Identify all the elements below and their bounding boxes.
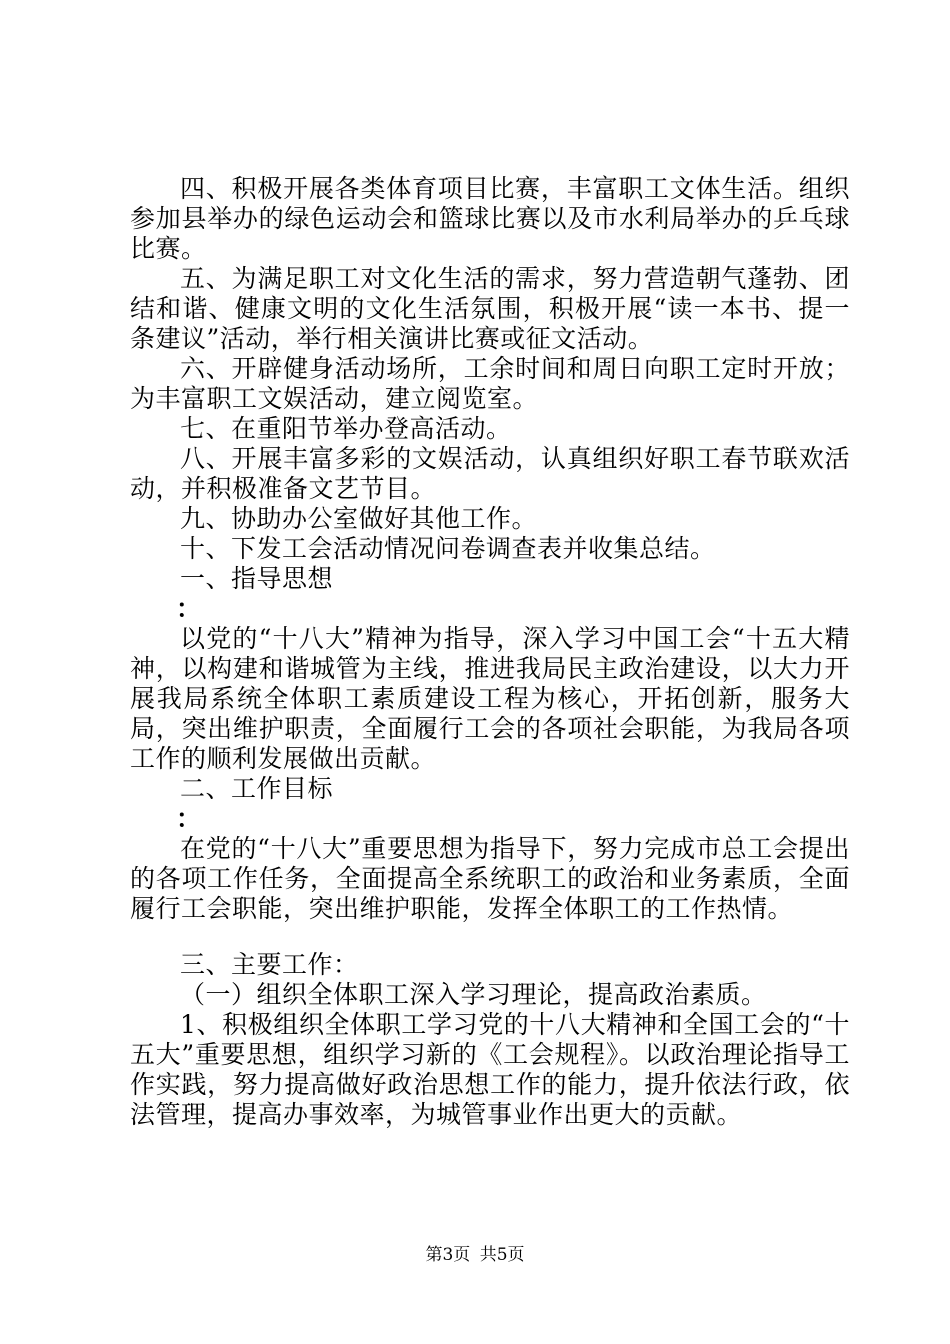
paragraph-item-6: 六、开辟健身活动场所，工余时间和周日向职工定时开放；为丰富职工文娱活动，建立阅览室。 [130, 354, 850, 413]
work-goals-paragraph: 在党的“十八大”重要思想为指导下，努力完成市总工会提出的各项工作任务，全面提高全系统职工的政治和业务素质，全面履行工会职能，突出维护职能，发挥全体职工的工作热情。 [130, 834, 850, 923]
section-colon: ： [176, 804, 202, 833]
section-heading-work-goals: 二、工作目标 [180, 774, 334, 803]
page-footer [0, 1244, 950, 1266]
paragraph-item-5: 五、为满足职工对文化生活的需求，努力营造朝气蓬勃、团结和谐、健康文明的文化生活氛围，积极开展“读一本书、提一条建议”活动，举行相关演讲比赛或征文活动。 [130, 264, 850, 353]
document-body [130, 174, 850, 1130]
subsection-heading-study-theory: （一）组织全体职工深入学习理论，提高政治素质。 [180, 980, 767, 1009]
page-number: 第3页 [425, 1245, 471, 1265]
section-colon: ： [176, 594, 202, 623]
paragraph-item-8: 八、开展丰富多彩的文娱活动，认真组织好职工春节联欢活动，并积极准备文艺节目。 [130, 444, 850, 503]
paragraph-item-4: 四、积极开展各类体育项目比赛，丰富职工文体生活。组织参加县举办的绿色运动会和篮球比赛以及市水利局举办的乒乓球比赛。 [130, 174, 850, 263]
page-total: 共5页 [479, 1245, 525, 1265]
section-heading-guiding-thought: 一、指导思想 [180, 564, 334, 593]
paragraph-item-10: 十、下发工会活动情况问卷调查表并收集总结。 [180, 534, 716, 563]
section-heading-main-work: 三、主要工作： [180, 950, 359, 979]
study-theory-paragraph: 1、积极组织全体职工学习党的十八大精神和全国工会的“十五大”重要思想，组织学习新的《工会规程》。以政治理论指导工作实践，努力提高做好政治思想工作的能力，提升依法行政，依法管理，提高办事效率，为城管事业作出更大的贡献。 [130, 1010, 850, 1129]
paragraph-item-7: 七、在重阳节举办登高活动。 [180, 414, 512, 443]
guiding-thought-paragraph: 以党的“十八大”精神为指导，深入学习中国工会“十五大精神，以构建和谐城管为主线，推进我局民主政治建设，以大力开展我局系统全体职工素质建设工程为核心，开拓创新，服务大局，突出维护职责，全面履行工会的各项社会职能，为我局各项工作的顺利发展做出贡献。 [130, 624, 850, 773]
paragraph-item-9: 九、协助办公室做好其他工作。 [180, 504, 538, 533]
